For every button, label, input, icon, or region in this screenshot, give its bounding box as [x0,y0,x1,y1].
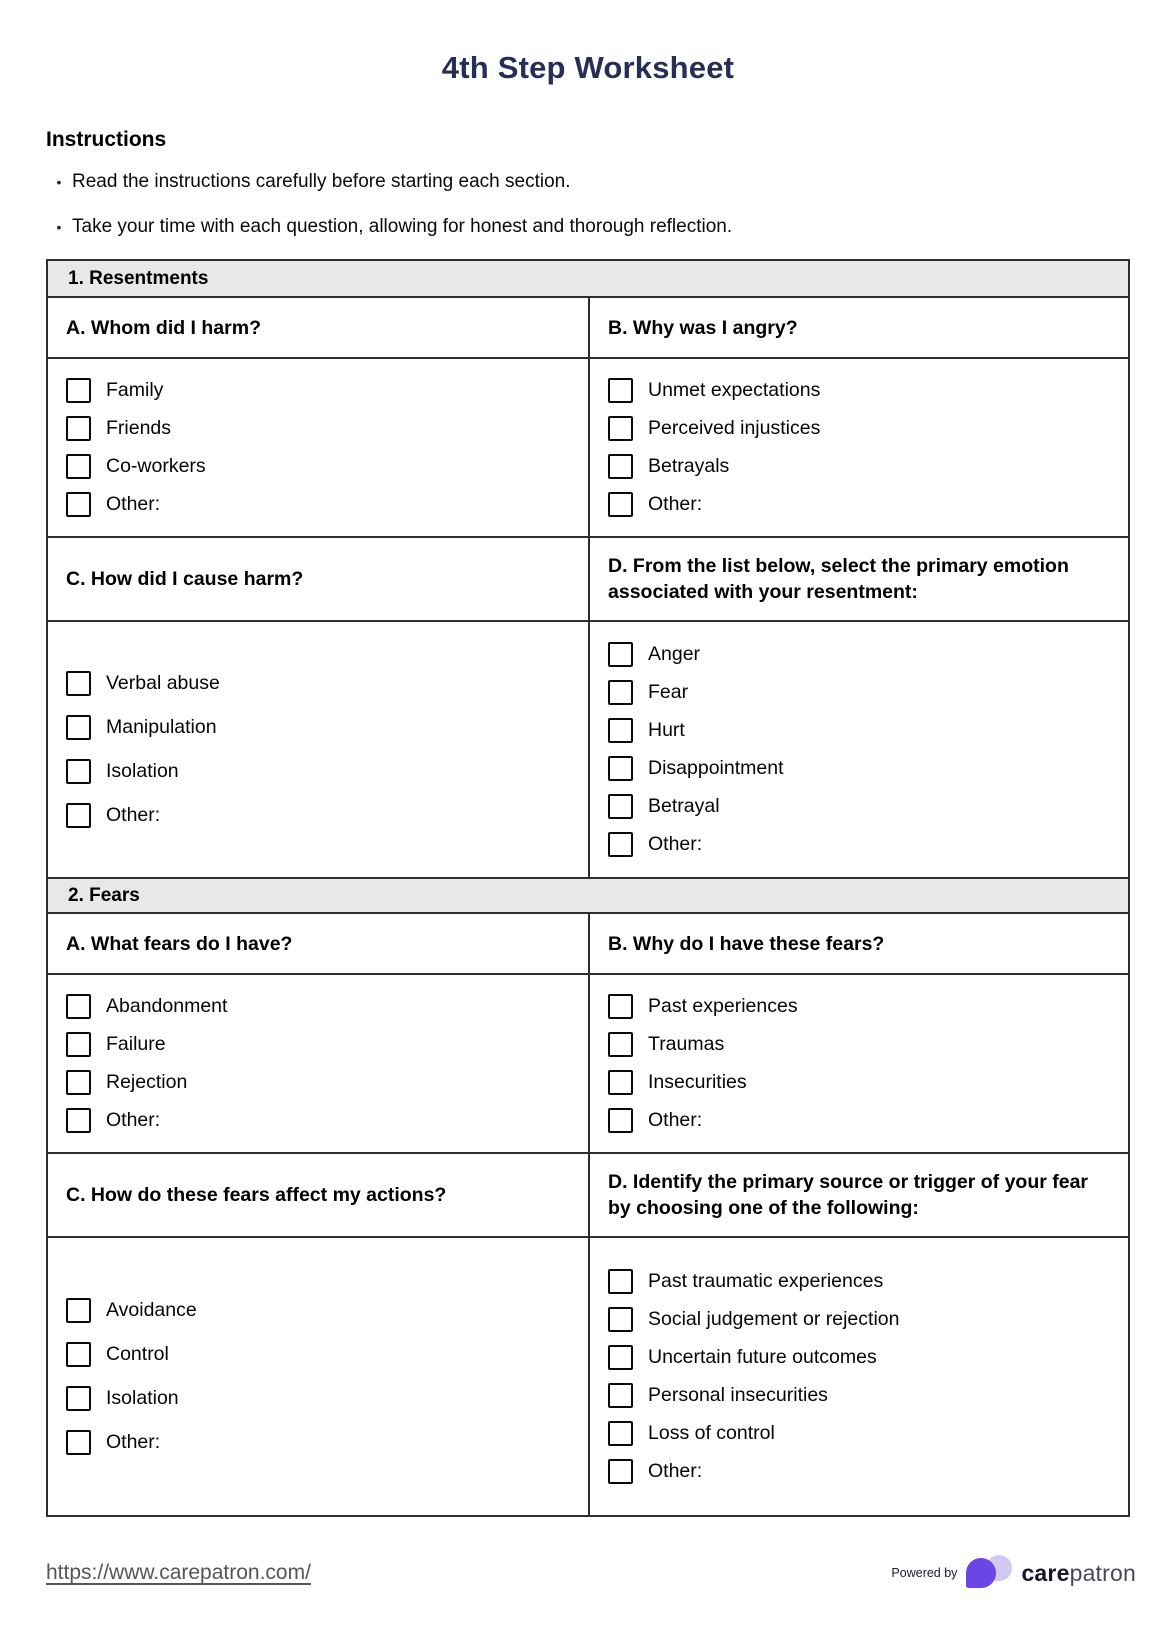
question-c-fears-affect-actions: C. How do these fears affect my actions? [66,1184,447,1207]
checkbox[interactable] [608,416,633,441]
checkbox-row [48,1236,1128,1515]
bullet-dot-icon: • [56,218,62,235]
question-c-how-cause-harm: C. How did I cause harm? [66,568,304,591]
instructions-list [46,170,1130,239]
checkbox-option-label: Family [106,379,164,402]
checkbox-option-label: Isolation [106,1387,179,1410]
checkbox[interactable] [608,454,633,479]
checkbox[interactable] [66,454,91,479]
checkbox-option-label: Past experiences [648,995,798,1018]
checkbox-option-label: Other: [648,1460,703,1483]
checkbox-option[interactable] [608,1108,1110,1133]
checkbox-option[interactable] [66,1430,570,1455]
checkbox-option[interactable] [66,1032,570,1057]
checkbox[interactable] [66,671,91,696]
wordmark-patron: patron [1069,1559,1136,1586]
checkbox[interactable] [608,680,633,705]
checkbox-group-why-fears [588,975,1128,1152]
checkbox[interactable] [66,1108,91,1133]
checkbox[interactable] [66,1342,91,1367]
checkbox-option[interactable] [66,994,570,1019]
checkbox[interactable] [66,1430,91,1455]
checkbox[interactable] [608,1307,633,1332]
checkbox-option-label: Traumas [648,1033,725,1056]
checkbox-option[interactable] [608,718,1110,743]
checkbox-option-label: Rejection [106,1071,188,1094]
carepatron-wordmark [1021,1560,1136,1587]
checkbox-option-label: Avoidance [106,1299,197,1322]
checkbox-option[interactable] [608,1345,1110,1370]
question-row [48,536,1128,620]
checkbox-option[interactable] [66,715,570,740]
page-footer [46,1554,1136,1592]
question-row [48,298,1128,357]
checkbox-option[interactable] [608,1459,1110,1484]
checkbox-option-label: Other: [106,493,161,516]
checkbox-option[interactable] [608,1421,1110,1446]
checkbox-group-fear-source [588,1238,1128,1515]
checkbox[interactable] [66,1386,91,1411]
checkbox[interactable] [608,1383,633,1408]
checkbox-option-label: Other: [106,1431,161,1454]
checkbox-option[interactable] [608,1307,1110,1332]
bullet-dot-icon: • [56,174,62,190]
checkbox-group-how-harm [48,622,588,877]
checkbox-option-label: Other: [648,1109,703,1132]
checkbox-group-whom-harmed [48,359,588,536]
powered-by-label: Powered by [891,1566,958,1580]
checkbox-option-label: Hurt [648,719,685,742]
instruction-text: Take your time with each question, allowing for honest and thorough reflection. [72,215,733,237]
checkbox-option[interactable] [66,803,570,828]
checkbox-option-label: Unmet expectations [648,379,821,402]
checkbox[interactable] [608,1269,633,1294]
checkbox-option[interactable] [66,1386,570,1411]
checkbox-option[interactable] [66,492,570,517]
checkbox[interactable] [608,1345,633,1370]
powered-by-block [891,1554,1136,1592]
checkbox-option[interactable] [66,1298,570,1323]
checkbox-row [48,973,1128,1152]
carepatron-link[interactable]: https://www.carepatron.com/ [46,1561,311,1584]
checkbox-option[interactable] [608,994,1110,1019]
question-b-why-was-i-angry: B. Why was I angry? [588,298,1128,357]
checkbox-option[interactable] [608,416,1110,441]
checkbox-option[interactable] [608,680,1110,705]
checkbox-option[interactable] [608,1383,1110,1408]
carepatron-logo-icon [966,1554,1012,1592]
checkbox-row [48,620,1128,877]
checkbox-option-label: Uncertain future outcomes [648,1346,877,1369]
checkbox-option-label: Past traumatic experiences [648,1270,884,1293]
checkbox-option[interactable] [608,1070,1110,1095]
checkbox-option-label: Perceived injustices [648,417,821,440]
checkbox-option-label: Abandonment [106,995,228,1018]
checkbox-option-label: Other: [106,804,161,827]
question-d-fear-source-trigger: D. Identify the primary source or trigger of your fear by choosing one of the following: [588,1154,1128,1236]
logo-purple-bubble-icon [966,1558,996,1588]
checkbox-option-label: Verbal abuse [106,672,220,695]
checkbox[interactable] [66,715,91,740]
checkbox[interactable] [608,718,633,743]
checkbox-option-label: Anger [648,643,701,666]
question-d-primary-emotion: D. From the list below, select the primary emotion associated with your resentment: [588,538,1128,620]
checkbox-option[interactable] [608,794,1110,819]
checkbox-option-label: Co-workers [106,455,206,478]
checkbox-option-label: Isolation [106,760,179,783]
checkbox-group-what-fears [48,975,588,1152]
checkbox-option-label: Friends [106,417,172,440]
question-b-why-fears: B. Why do I have these fears? [588,914,1128,973]
question-row [48,914,1128,973]
checkbox-option-label: Failure [106,1033,166,1056]
section-header-fears: 2. Fears [48,877,1128,914]
checkbox[interactable] [608,1459,633,1484]
checkbox[interactable] [608,378,633,403]
checkbox[interactable] [66,803,91,828]
checkbox-group-fears-actions [48,1238,588,1515]
checkbox-option[interactable] [66,1070,570,1095]
checkbox-option-label: Other: [648,833,703,856]
instruction-item [46,215,1130,240]
checkbox-option-label: Personal insecurities [648,1384,828,1407]
checkbox-option-label: Other: [648,493,703,516]
page-title: 4th Step Worksheet [441,50,735,85]
checkbox-option[interactable] [66,759,570,784]
checkbox-option-label: Loss of control [648,1422,775,1445]
checkbox-option[interactable] [66,1342,570,1367]
checkbox-option-label: Control [106,1343,169,1366]
checkbox-option-label: Manipulation [106,716,217,739]
worksheet-table [46,259,1130,1517]
checkbox[interactable] [66,759,91,784]
checkbox-option-label: Disappointment [648,757,784,780]
checkbox-option-label: Fear [648,681,689,704]
checkbox-option[interactable] [608,642,1110,667]
instructions-heading: Instructions [46,128,167,151]
checkbox-row [48,357,1128,536]
checkbox-option-label: Social judgement or rejection [648,1308,900,1331]
checkbox-option[interactable] [66,378,570,403]
checkbox[interactable] [608,642,633,667]
question-a-whom-did-i-harm: A. Whom did I harm? [66,316,261,339]
checkbox-option-label: Insecurities [648,1071,747,1094]
checkbox-group-why-angry [588,359,1128,536]
checkbox-option[interactable] [608,492,1110,517]
checkbox[interactable] [66,1032,91,1057]
checkbox-option[interactable] [608,1269,1110,1294]
checkbox-option-label: Betrayal [648,795,720,818]
checkbox[interactable] [608,1032,633,1057]
wordmark-care: care [1021,1559,1070,1586]
checkbox[interactable] [608,756,633,781]
checkbox-option[interactable] [608,378,1110,403]
checkbox[interactable] [66,416,91,441]
section-header-resentments: 1. Resentments [48,261,1128,298]
checkbox-option[interactable] [608,832,1110,857]
checkbox-option[interactable] [66,416,570,441]
checkbox[interactable] [608,492,633,517]
instruction-item [46,170,1130,195]
instruction-text: Read the instructions carefully before starting each section. [72,171,571,192]
checkbox[interactable] [66,378,91,403]
checkbox-option[interactable] [66,1108,570,1133]
checkbox-option[interactable] [66,454,570,479]
instructions-block [46,128,1130,239]
checkbox-option[interactable] [608,454,1110,479]
checkbox[interactable] [608,1108,633,1133]
checkbox-option[interactable] [608,1032,1110,1057]
checkbox-option[interactable] [608,756,1110,781]
question-a-what-fears: A. What fears do I have? [66,932,293,955]
checkbox[interactable] [608,1070,633,1095]
checkbox[interactable] [66,994,91,1019]
checkbox[interactable] [66,1070,91,1095]
checkbox[interactable] [608,832,633,857]
question-row [48,1152,1128,1236]
checkbox[interactable] [608,994,633,1019]
checkbox[interactable] [608,1421,633,1446]
checkbox[interactable] [66,492,91,517]
checkbox[interactable] [608,794,633,819]
checkbox-option[interactable] [66,671,570,696]
checkbox-option-label: Other: [106,1109,161,1132]
checkbox-option-label: Betrayals [648,455,730,478]
checkbox[interactable] [66,1298,91,1323]
checkbox-group-primary-emotion [588,622,1128,877]
